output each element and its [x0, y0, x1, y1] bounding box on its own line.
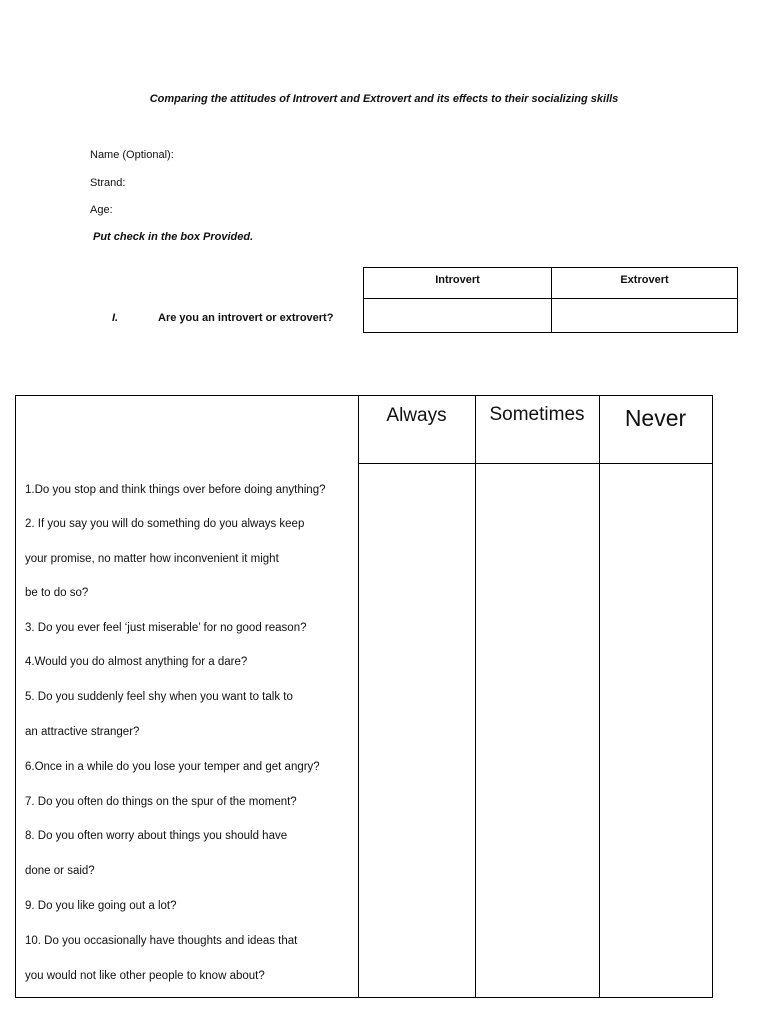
sometimes-column[interactable]: [476, 464, 599, 998]
introvert-header: Introvert: [435, 274, 480, 286]
introvert-extrovert-table: [363, 267, 738, 333]
question-line: your promise, no matter how inconvenient it might: [25, 553, 279, 565]
question-line: 1.Do you stop and think things over before doing anything?: [25, 484, 326, 496]
question-line: 8. Do you often worry about things you should have: [25, 830, 288, 842]
extrovert-header: Extrovert: [620, 274, 669, 286]
question-line: 2. If you say you will do something do you always keep: [25, 518, 305, 530]
question-line: 5. Do you suddenly feel shy when you want to talk to: [25, 691, 293, 703]
never-header: Never: [624, 405, 687, 431]
question-line: 4.Would you do almost anything for a dare?: [25, 656, 248, 668]
section-number: I.: [112, 312, 119, 324]
extrovert-checkbox[interactable]: [552, 299, 738, 333]
never-column[interactable]: [600, 464, 712, 998]
question-line: be to do so?: [25, 587, 89, 599]
strand-field-label: Strand:: [90, 177, 126, 189]
question-line: you would not like other people to know about?: [25, 970, 265, 982]
page-title: Comparing the attitudes of Introvert and Extrovert and its effects to their socializing skills: [149, 93, 619, 105]
sometimes-header: Sometimes: [489, 404, 585, 425]
instruction-text: Put check in the box Provided.: [93, 231, 254, 243]
always-header: Always: [386, 405, 447, 426]
age-field-label: Age:: [90, 204, 113, 216]
question-line: 6.Once in a while do you lose your temper and get angry?: [25, 761, 320, 773]
question-line: done or said?: [25, 865, 95, 877]
introvert-checkbox[interactable]: [364, 299, 551, 333]
question-line: 9. Do you like going out a lot?: [25, 900, 177, 912]
question-line: 3. Do you ever feel ‘just miserable’ for no good reason?: [25, 622, 307, 634]
survey-table: [15, 395, 713, 998]
section-question: Are you an introvert or extrovert?: [158, 312, 334, 324]
name-field-label: Name (Optional):: [90, 149, 174, 161]
always-column[interactable]: [359, 464, 475, 998]
question-line: 10. Do you occasionally have thoughts and ideas that: [25, 935, 298, 947]
question-line: an attractive stranger?: [25, 726, 140, 738]
question-line: 7. Do you often do things on the spur of the moment?: [25, 796, 297, 808]
